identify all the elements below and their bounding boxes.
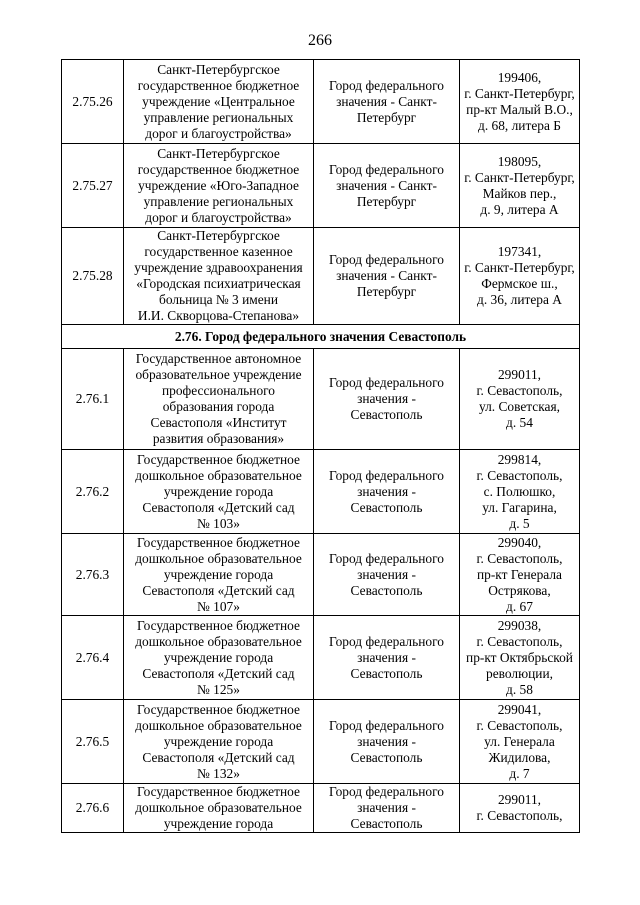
region-line: Севастополь — [350, 749, 423, 765]
organization-name-line: дошкольное образовательное — [135, 467, 302, 483]
region-line: Город федерального — [329, 77, 444, 93]
registry-table — [61, 59, 580, 833]
address-line: Фермское ш., — [481, 276, 558, 291]
organization-name-line: больница № 3 имени — [159, 292, 278, 307]
table-row — [62, 60, 580, 144]
organization-name — [124, 700, 314, 784]
organization-name-line: учреждение города — [163, 733, 274, 749]
address — [460, 349, 580, 450]
organization-name-line: № 107» — [197, 598, 240, 614]
address-line: ул. Гагарина, — [482, 499, 557, 515]
address-line: пр-кт Октябрьской — [466, 649, 573, 665]
address — [460, 700, 580, 784]
organization-name — [124, 450, 314, 534]
region-line: Город федерального — [329, 161, 444, 177]
address — [460, 228, 580, 325]
row-number: 2.75.27 — [62, 144, 124, 228]
address-line: д. 58 — [506, 681, 533, 697]
organization-name-line: дошкольное образовательное — [135, 550, 302, 566]
address-line: д. 7 — [509, 765, 530, 781]
region — [314, 450, 460, 534]
region-line: Петербург — [356, 109, 417, 125]
address-line: ул. Советская, — [478, 399, 560, 414]
organization-name-line: государственное бюджетное — [137, 161, 300, 177]
region-line: Севастополь — [350, 816, 423, 831]
address — [460, 616, 580, 700]
address — [460, 60, 580, 144]
region-line: Город федерального — [329, 784, 444, 799]
region — [314, 144, 460, 228]
address-line: д. 67 — [506, 598, 533, 614]
region — [314, 349, 460, 450]
region-line: Город федерального — [329, 633, 444, 649]
organization-name — [124, 534, 314, 616]
organization-name-line: дорог и благоустройства» — [145, 125, 292, 141]
address-line: г. Санкт-Петербург, — [464, 260, 575, 275]
address-line: д. 68, литера Б — [478, 117, 561, 133]
organization-name-line: управление региональных — [143, 193, 294, 209]
organization-name-line: дошкольное образовательное — [135, 800, 302, 815]
organization-name-line: учреждение города — [163, 566, 274, 582]
address-line: пр-кт Генерала — [476, 566, 562, 582]
region — [314, 700, 460, 784]
region-line: Севастополь — [350, 499, 423, 515]
region — [314, 228, 460, 325]
address-line: г. Севастополь, — [476, 467, 563, 483]
region-line: Петербург — [356, 193, 417, 209]
section-title: 2.76. Город федерального значения Севастополь — [62, 325, 580, 349]
address-line: г. Санкт-Петербург, — [464, 169, 575, 185]
region-line: значения - — [357, 483, 416, 499]
organization-name-line: Государственное бюджетное — [137, 617, 300, 633]
address-line: 199406, — [497, 69, 542, 85]
organization-name — [124, 784, 314, 833]
address-line: г. Севастополь, — [476, 383, 563, 398]
address — [460, 784, 580, 833]
organization-name-line: управление региональных — [143, 109, 294, 125]
organization-name-line: учреждение «Центральное — [142, 93, 295, 109]
region-line: значения - — [357, 733, 416, 749]
organization-name-line: учреждение города — [163, 816, 274, 831]
address-line: д. 54 — [506, 415, 533, 430]
address-line: Острякова, — [488, 582, 551, 598]
organization-name-line: И.И. Скворцова-Степанова» — [137, 308, 300, 323]
table-row — [62, 700, 580, 784]
row-number: 2.76.3 — [62, 534, 124, 616]
region-line: значения - — [357, 800, 416, 815]
organization-name-line: «Городская психиатрическая — [136, 276, 301, 291]
address-line: д. 9, литера А — [480, 201, 559, 217]
address — [460, 144, 580, 228]
table-row — [62, 616, 580, 700]
organization-name-line: профессионального — [162, 383, 275, 398]
address-line: пр-кт Малый В.О., — [466, 101, 573, 117]
region-line: Город федерального — [329, 717, 444, 733]
organization-name-line: учреждение города — [163, 483, 274, 499]
region-line: Город федерального — [329, 252, 444, 267]
region-line: Город федерального — [329, 467, 444, 483]
address-line: г. Севастополь, — [476, 717, 563, 733]
organization-name-line: Государственное бюджетное — [137, 701, 300, 717]
table-row — [62, 534, 580, 616]
address-line: ул. Генерала — [484, 733, 555, 749]
row-number: 2.76.4 — [62, 616, 124, 700]
region-line: Петербург — [356, 284, 417, 299]
table-row — [62, 228, 580, 325]
address-line: революции, — [486, 665, 553, 681]
address-line: с. Полюшко, — [483, 483, 556, 499]
organization-name-line: образовательное учреждение — [135, 367, 302, 382]
address-line: 299040, — [497, 534, 542, 550]
address-line: 197341, — [497, 244, 542, 259]
row-number: 2.75.28 — [62, 228, 124, 325]
organization-name-line: Санкт-Петербургское — [157, 61, 280, 77]
region-line: значения - — [357, 566, 416, 582]
table-row — [62, 144, 580, 228]
row-number: 2.76.2 — [62, 450, 124, 534]
region-line: Севастополь — [350, 582, 423, 598]
organization-name — [124, 144, 314, 228]
organization-name — [124, 60, 314, 144]
organization-name-line: Севастополя «Детский сад — [142, 582, 295, 598]
organization-name-line: государственное казенное — [144, 244, 293, 259]
organization-name-line: образования города — [162, 399, 275, 414]
organization-name-line: Севастополя «Детский сад — [142, 665, 295, 681]
region — [314, 784, 460, 833]
address — [460, 534, 580, 616]
address-line: д. 5 — [509, 515, 530, 531]
address-line: 299011, — [497, 367, 542, 382]
row-number: 2.76.6 — [62, 784, 124, 833]
address-line: 299041, — [497, 701, 542, 717]
organization-name-line: Государственное бюджетное — [137, 534, 300, 550]
organization-name-line: дорог и благоустройства» — [145, 209, 292, 225]
address-line: Майков пер., — [482, 185, 557, 201]
organization-name-line: учреждение здравоохранения — [134, 260, 303, 275]
region-line: Севастополь — [350, 407, 423, 422]
organization-name — [124, 616, 314, 700]
address — [460, 450, 580, 534]
address-line: 299011, — [497, 792, 542, 807]
row-number: 2.76.5 — [62, 700, 124, 784]
address-line: д. 36, литера А — [477, 292, 562, 307]
table-row — [62, 349, 580, 450]
organization-name-line: Севастополя «Детский сад — [142, 499, 295, 515]
region-line: значения - Санкт- — [336, 177, 437, 193]
row-number: 2.75.26 — [62, 60, 124, 144]
organization-name-line: № 125» — [197, 681, 240, 697]
address-line: 198095, — [497, 153, 542, 169]
table-row — [62, 450, 580, 534]
address-line: г. Севастополь, — [476, 550, 563, 566]
organization-name — [124, 228, 314, 325]
organization-name-line: учреждение «Юго-Западное — [138, 177, 299, 193]
region-line: значения - — [357, 391, 416, 406]
region-line: значения - — [357, 649, 416, 665]
region-line: значения - Санкт- — [336, 93, 437, 109]
region — [314, 60, 460, 144]
table-row — [62, 784, 580, 833]
organization-name-line: Севастополя «Институт — [150, 415, 287, 430]
organization-name-line: развития образования» — [152, 431, 285, 446]
organization-name — [124, 349, 314, 450]
region-line: Севастополь — [350, 665, 423, 681]
organization-name-line: Санкт-Петербургское — [157, 228, 280, 243]
section-header-row — [62, 325, 580, 349]
organization-name-line: Санкт-Петербургское — [157, 145, 280, 161]
organization-name-line: дошкольное образовательное — [135, 633, 302, 649]
address-line: Жидилова, — [488, 749, 551, 765]
organization-name-line: дошкольное образовательное — [135, 717, 302, 733]
organization-name-line: Государственное бюджетное — [137, 784, 300, 799]
region-line: Город федерального — [329, 375, 444, 390]
region — [314, 534, 460, 616]
organization-name-line: Государственное бюджетное — [137, 451, 300, 467]
organization-name-line: учреждение города — [163, 649, 274, 665]
organization-name-line: № 132» — [197, 765, 240, 781]
page-number: 266 — [308, 32, 332, 49]
region-line: значения - Санкт- — [336, 268, 437, 283]
row-number: 2.76.1 — [62, 349, 124, 450]
organization-name-line: государственное бюджетное — [137, 77, 300, 93]
address-line: 299038, — [497, 617, 542, 633]
address-line: 299814, — [497, 451, 542, 467]
organization-name-line: № 103» — [197, 515, 240, 531]
address-line: г. Санкт-Петербург, — [464, 85, 575, 101]
region-line: Город федерального — [329, 550, 444, 566]
address-line: г. Севастополь, — [476, 633, 563, 649]
address-line: г. Севастополь, — [476, 808, 563, 823]
region — [314, 616, 460, 700]
organization-name-line: Государственное автономное — [135, 351, 302, 366]
organization-name-line: Севастополя «Детский сад — [142, 749, 295, 765]
